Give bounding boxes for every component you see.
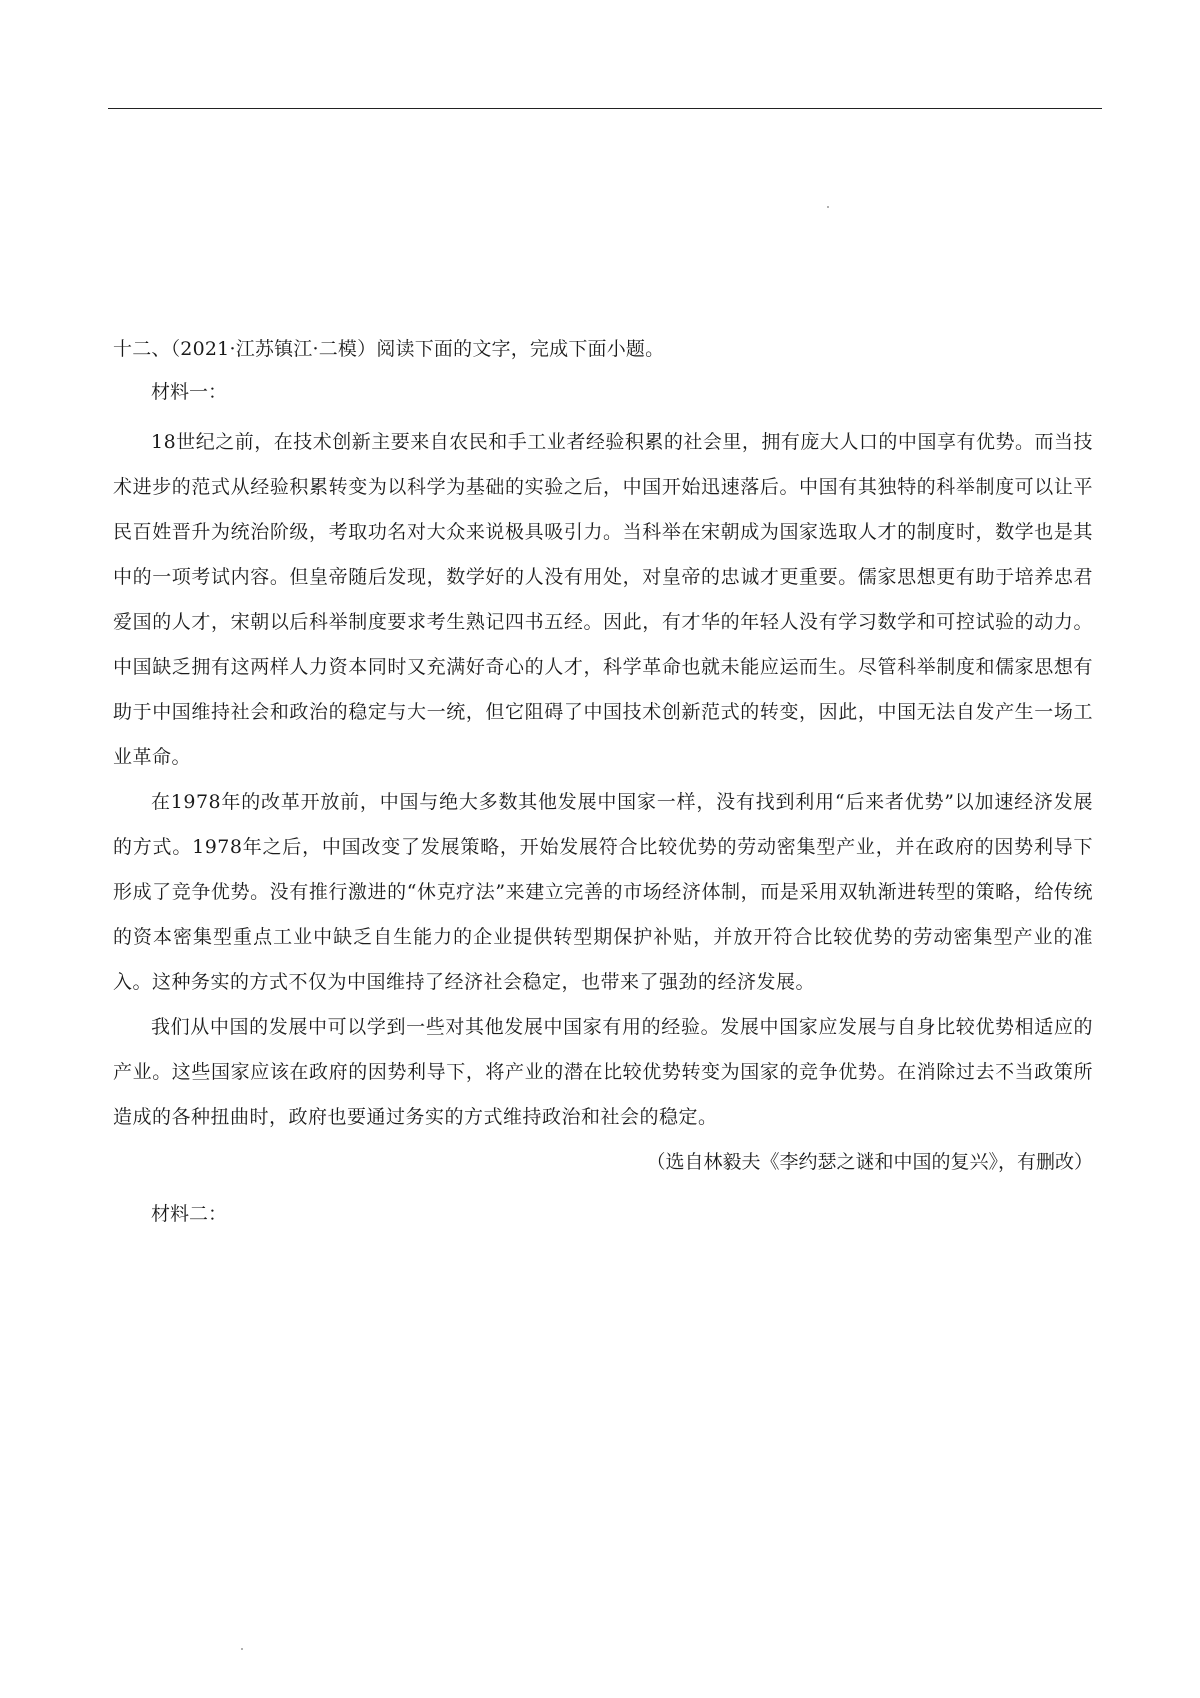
material-one-label: 材料一： — [151, 381, 228, 403]
material-one-paragraph-3: 我们从中国的发展中可以学到一些对其他发展中国家有用的经验。发展中国家应发展与自身比较优势相适应的产业。这些国家应该在政府的因势利导下，将产业的潜在比较优势转变为国家的竞争优势。在消除过去不当政策所造成的各种扭曲时，政府也要通过务实的方式维持政治和社会的稳定。 — [113, 1016, 1093, 1128]
material-one-paragraph-1: 18世纪之前，在技术创新主要来自农民和手工业者经验积累的社会里，拥有庞大人口的中国享有优势。而当技术进步的范式从经验积累转变为以科学为基础的实验之后，中国开始迅速落后。中国有其独特的科举制度可以让平民百姓晋升为统治阶级，考取功名对大众来说极具吸引力。当科举在宋朝成为国家选取人才的制度时，数学也是其中的一项考试内容。但皇帝随后发现，数学好的人没有用处，对皇帝的忠诚才更重要。儒家思想更有助于培养忠君爱国的人才，宋朝以后科举制度要求考生熟记四书五经。因此，有才华的年轻人没有学习数学和可控试验的动力。中国缺乏拥有这两样人力资本同时又充满好奇心的人才，科学革命也就未能应运而生。尽管科举制度和儒家思想有助于中国维持社会和政治的稳定与大一统，但它阻碍了中国技术创新范式的转变，因此，中国无法自发产生一场工业革命。 — [113, 431, 1093, 768]
material-two-label: 材料二： — [151, 1203, 228, 1225]
scan-speck — [241, 1648, 243, 1650]
content-area — [113, 334, 1093, 1229]
material-one-paragraph-2: 在1978年的改革开放前，中国与绝大多数其他发展中国家一样，没有找到利用“后来者优势”以加速经济发展的方式。1978年之后，中国改变了发展策略，开始发展符合比较优势的劳动密集型产业，并在政府的因势利导下形成了竞争优势。没有推行激进的“休克疗法”来建立完善的市场经济体制，而是采用双轨渐进转型的策略，给传统的资本密集型重点工业中缺乏自生能力的企业提供转型期保护补贴，并放开符合比较优势的劳动密集型产业的准入。这种务实的方式不仅为中国维持了经济社会稳定，也带来了强劲的经济发展。 — [113, 791, 1093, 993]
material-one-source: （选自林毅夫《李约瑟之谜和中国的复兴》，有删改） — [646, 1151, 1093, 1173]
question-heading: 十二、（2021·江苏镇江·二模）阅读下面的文字，完成下面小题。 — [113, 338, 665, 360]
scan-speck — [827, 206, 829, 208]
header-rule — [108, 108, 1102, 109]
